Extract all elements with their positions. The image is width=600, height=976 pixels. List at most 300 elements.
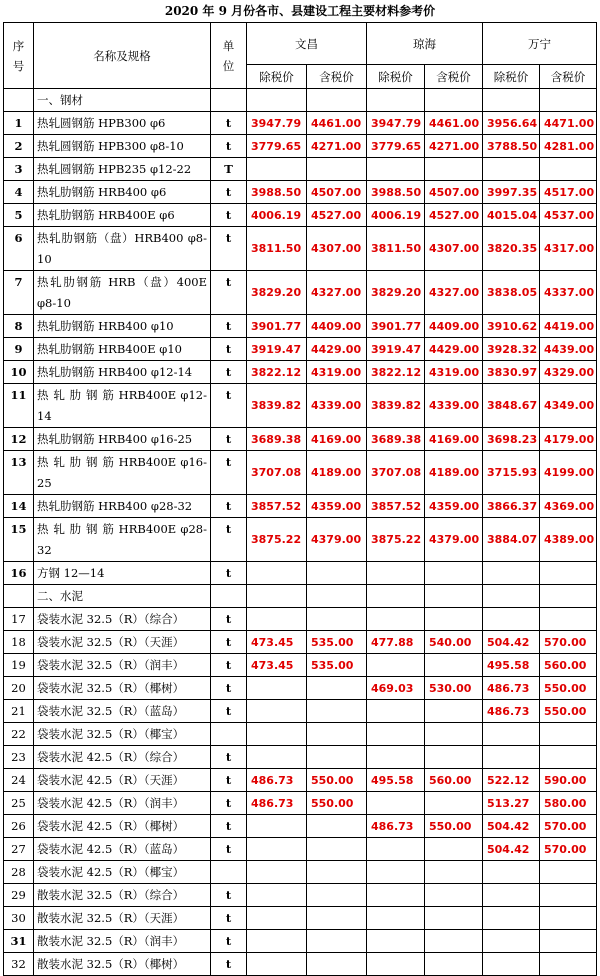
unit-cell: t bbox=[211, 907, 247, 930]
price-in-tax bbox=[425, 861, 483, 884]
table-row bbox=[4, 838, 597, 861]
price-ex-tax bbox=[483, 861, 540, 884]
price-ex-tax: 3988.50 bbox=[247, 181, 307, 204]
price-in-tax: 540.00 bbox=[425, 631, 483, 654]
price-in-tax bbox=[307, 861, 367, 884]
price-ex-tax: 3857.52 bbox=[367, 495, 425, 518]
price-ex-tax bbox=[367, 746, 425, 769]
price-in-tax: 4339.00 bbox=[307, 384, 367, 428]
unit-cell: t bbox=[211, 608, 247, 631]
price-in-tax: 4189.00 bbox=[425, 451, 483, 495]
price-in-tax: 4517.00 bbox=[540, 181, 597, 204]
price-ex-tax bbox=[247, 815, 307, 838]
seq-cell: 13 bbox=[4, 451, 34, 495]
seq-cell: 2 bbox=[4, 135, 34, 158]
price-in-tax bbox=[307, 746, 367, 769]
price-in-tax bbox=[425, 838, 483, 861]
price-in-tax: 4189.00 bbox=[307, 451, 367, 495]
price-ex-tax: 3689.38 bbox=[367, 428, 425, 451]
price-in-tax bbox=[540, 907, 597, 930]
section-label: 一、钢材 bbox=[34, 89, 211, 112]
material-name: 热轧肋钢筋 HRB（盘）400E φ8-10 bbox=[34, 271, 211, 315]
price-in-tax: 4359.00 bbox=[425, 495, 483, 518]
price-in-tax bbox=[307, 158, 367, 181]
unit-cell: t bbox=[211, 181, 247, 204]
unit-cell: t bbox=[211, 700, 247, 723]
price-in-tax: 4337.00 bbox=[540, 271, 597, 315]
empty-cell bbox=[425, 89, 483, 112]
table-body bbox=[4, 89, 597, 976]
price-ex-tax: 4015.04 bbox=[483, 204, 540, 227]
price-in-tax bbox=[307, 562, 367, 585]
empty-cell bbox=[307, 585, 367, 608]
header-ex-tax: 除税价 bbox=[247, 65, 307, 89]
material-name: 袋装水泥 32.5（R）（椰宝） bbox=[34, 723, 211, 746]
table-row bbox=[4, 723, 597, 746]
table-row bbox=[4, 861, 597, 884]
price-in-tax: 4461.00 bbox=[307, 112, 367, 135]
price-in-tax: 560.00 bbox=[540, 654, 597, 677]
price-ex-tax: 473.45 bbox=[247, 654, 307, 677]
seq-cell: 7 bbox=[4, 271, 34, 315]
seq-cell: 21 bbox=[4, 700, 34, 723]
price-ex-tax bbox=[483, 746, 540, 769]
price-ex-tax: 3839.82 bbox=[367, 384, 425, 428]
price-in-tax: 4307.00 bbox=[307, 227, 367, 271]
price-ex-tax bbox=[367, 608, 425, 631]
price-ex-tax bbox=[247, 677, 307, 700]
price-in-tax: 4527.00 bbox=[425, 204, 483, 227]
material-name: 袋装水泥 32.5（R）（综合） bbox=[34, 608, 211, 631]
seq-cell: 16 bbox=[4, 562, 34, 585]
seq-cell: 20 bbox=[4, 677, 34, 700]
price-ex-tax: 3866.37 bbox=[483, 495, 540, 518]
seq-cell: 5 bbox=[4, 204, 34, 227]
price-in-tax: 4419.00 bbox=[540, 315, 597, 338]
unit-cell: t bbox=[211, 361, 247, 384]
unit-cell: t bbox=[211, 631, 247, 654]
price-ex-tax bbox=[247, 608, 307, 631]
price-ex-tax bbox=[247, 884, 307, 907]
unit-cell: t bbox=[211, 792, 247, 815]
price-in-tax: 550.00 bbox=[540, 677, 597, 700]
unit-cell: t bbox=[211, 271, 247, 315]
price-ex-tax: 3822.12 bbox=[367, 361, 425, 384]
price-ex-tax: 4006.19 bbox=[247, 204, 307, 227]
table-row bbox=[4, 495, 597, 518]
table-row bbox=[4, 792, 597, 815]
price-in-tax bbox=[540, 861, 597, 884]
price-in-tax: 4439.00 bbox=[540, 338, 597, 361]
material-name: 散装水泥 32.5（R）（润丰） bbox=[34, 930, 211, 953]
unit-cell: t bbox=[211, 746, 247, 769]
header-seq: 序号 bbox=[4, 23, 34, 89]
section-row bbox=[4, 585, 597, 608]
price-ex-tax bbox=[367, 700, 425, 723]
material-name: 热 轧 肋 钢 筋 HRB400E φ12-14 bbox=[34, 384, 211, 428]
price-ex-tax: 3901.77 bbox=[367, 315, 425, 338]
price-ex-tax: 3715.93 bbox=[483, 451, 540, 495]
price-ex-tax bbox=[367, 861, 425, 884]
price-in-tax: 535.00 bbox=[307, 631, 367, 654]
price-in-tax: 4307.00 bbox=[425, 227, 483, 271]
table-row bbox=[4, 181, 597, 204]
price-in-tax: 4429.00 bbox=[307, 338, 367, 361]
price-ex-tax bbox=[483, 723, 540, 746]
price-ex-tax: 469.03 bbox=[367, 677, 425, 700]
price-ex-tax: 504.42 bbox=[483, 815, 540, 838]
price-in-tax: 4507.00 bbox=[425, 181, 483, 204]
price-ex-tax: 3997.35 bbox=[483, 181, 540, 204]
price-table bbox=[3, 22, 597, 976]
price-ex-tax: 3947.79 bbox=[367, 112, 425, 135]
price-ex-tax: 3707.08 bbox=[247, 451, 307, 495]
empty-cell bbox=[483, 89, 540, 112]
header-name: 名称及规格 bbox=[34, 23, 211, 89]
material-name: 袋装水泥 42.5（R）（椰宝） bbox=[34, 861, 211, 884]
price-ex-tax: 3919.47 bbox=[247, 338, 307, 361]
price-ex-tax: 3875.22 bbox=[247, 518, 307, 562]
price-in-tax bbox=[307, 677, 367, 700]
price-in-tax bbox=[425, 953, 483, 976]
table-row bbox=[4, 953, 597, 976]
price-ex-tax: 3830.97 bbox=[483, 361, 540, 384]
price-ex-tax: 3788.50 bbox=[483, 135, 540, 158]
price-in-tax: 4169.00 bbox=[425, 428, 483, 451]
price-ex-tax bbox=[483, 953, 540, 976]
header-city-wenchang: 文昌 bbox=[247, 23, 367, 65]
price-ex-tax: 3857.52 bbox=[247, 495, 307, 518]
page-title: 2020 年 9 月份各市、县建设工程主要材料参考价 bbox=[164, 4, 436, 18]
unit-cell: t bbox=[211, 769, 247, 792]
material-name: 袋装水泥 42.5（R）（天涯） bbox=[34, 769, 211, 792]
material-name: 热轧圆钢筋 HPB300 φ8-10 bbox=[34, 135, 211, 158]
seq-cell: 10 bbox=[4, 361, 34, 384]
price-ex-tax: 3947.79 bbox=[247, 112, 307, 135]
price-ex-tax bbox=[483, 907, 540, 930]
empty-cell bbox=[307, 89, 367, 112]
price-in-tax: 550.00 bbox=[307, 769, 367, 792]
price-ex-tax bbox=[247, 700, 307, 723]
seq-cell: 25 bbox=[4, 792, 34, 815]
table-row bbox=[4, 112, 597, 135]
empty-cell bbox=[540, 585, 597, 608]
price-in-tax bbox=[307, 953, 367, 976]
seq-cell: 4 bbox=[4, 181, 34, 204]
header-ex-tax: 除税价 bbox=[367, 65, 425, 89]
table-row bbox=[4, 746, 597, 769]
price-in-tax bbox=[425, 907, 483, 930]
unit-cell: t bbox=[211, 135, 247, 158]
price-in-tax bbox=[540, 562, 597, 585]
table-row bbox=[4, 338, 597, 361]
material-name: 热轧肋钢筋 HRB400 φ16-25 bbox=[34, 428, 211, 451]
price-ex-tax bbox=[247, 861, 307, 884]
price-ex-tax bbox=[367, 723, 425, 746]
price-ex-tax: 3956.64 bbox=[483, 112, 540, 135]
unit-cell: T bbox=[211, 158, 247, 181]
table-row bbox=[4, 884, 597, 907]
material-name: 散装水泥 32.5（R）（天涯） bbox=[34, 907, 211, 930]
price-ex-tax: 477.88 bbox=[367, 631, 425, 654]
price-ex-tax: 3884.07 bbox=[483, 518, 540, 562]
empty-cell bbox=[247, 585, 307, 608]
price-ex-tax: 3779.65 bbox=[367, 135, 425, 158]
price-ex-tax: 3779.65 bbox=[247, 135, 307, 158]
price-ex-tax bbox=[367, 838, 425, 861]
price-in-tax: 4359.00 bbox=[307, 495, 367, 518]
price-in-tax: 4327.00 bbox=[425, 271, 483, 315]
price-ex-tax bbox=[247, 953, 307, 976]
table-row bbox=[4, 562, 597, 585]
unit-cell bbox=[211, 723, 247, 746]
price-in-tax bbox=[425, 608, 483, 631]
material-name: 热轧肋钢筋 HRB400 φ12-14 bbox=[34, 361, 211, 384]
seq-cell bbox=[4, 585, 34, 608]
seq-cell: 32 bbox=[4, 953, 34, 976]
price-ex-tax: 3822.12 bbox=[247, 361, 307, 384]
price-ex-tax: 473.45 bbox=[247, 631, 307, 654]
price-ex-tax: 3910.62 bbox=[483, 315, 540, 338]
price-in-tax bbox=[540, 884, 597, 907]
price-ex-tax: 3689.38 bbox=[247, 428, 307, 451]
price-ex-tax: 513.27 bbox=[483, 792, 540, 815]
price-in-tax bbox=[425, 654, 483, 677]
price-ex-tax bbox=[247, 562, 307, 585]
unit-cell: t bbox=[211, 315, 247, 338]
price-ex-tax bbox=[367, 654, 425, 677]
price-in-tax: 535.00 bbox=[307, 654, 367, 677]
table-row bbox=[4, 608, 597, 631]
table-row bbox=[4, 451, 597, 495]
price-ex-tax: 486.73 bbox=[483, 677, 540, 700]
price-in-tax bbox=[307, 608, 367, 631]
empty-cell bbox=[483, 585, 540, 608]
material-name: 袋装水泥 32.5（R）（天涯） bbox=[34, 631, 211, 654]
price-in-tax: 550.00 bbox=[307, 792, 367, 815]
table-row bbox=[4, 518, 597, 562]
price-ex-tax bbox=[483, 158, 540, 181]
price-in-tax bbox=[540, 608, 597, 631]
empty-cell bbox=[247, 89, 307, 112]
price-in-tax: 4409.00 bbox=[425, 315, 483, 338]
price-ex-tax: 3839.82 bbox=[247, 384, 307, 428]
unit-cell: t bbox=[211, 451, 247, 495]
unit-cell: t bbox=[211, 654, 247, 677]
unit-cell: t bbox=[211, 884, 247, 907]
empty-cell bbox=[540, 89, 597, 112]
price-ex-tax bbox=[247, 158, 307, 181]
price-in-tax: 4429.00 bbox=[425, 338, 483, 361]
seq-cell: 11 bbox=[4, 384, 34, 428]
material-name: 热轧肋钢筋 HRB400E φ6 bbox=[34, 204, 211, 227]
price-in-tax: 4199.00 bbox=[540, 451, 597, 495]
price-in-tax: 4379.00 bbox=[425, 518, 483, 562]
price-in-tax: 4369.00 bbox=[540, 495, 597, 518]
table-row bbox=[4, 815, 597, 838]
seq-cell: 6 bbox=[4, 227, 34, 271]
unit-cell: t bbox=[211, 112, 247, 135]
price-in-tax: 570.00 bbox=[540, 631, 597, 654]
header-in-tax: 含税价 bbox=[307, 65, 367, 89]
material-name: 热轧肋钢筋 HRB400 φ10 bbox=[34, 315, 211, 338]
table-row bbox=[4, 428, 597, 451]
price-ex-tax bbox=[367, 884, 425, 907]
table-row bbox=[4, 907, 597, 930]
table-row bbox=[4, 135, 597, 158]
price-in-tax: 4169.00 bbox=[307, 428, 367, 451]
unit-cell: t bbox=[211, 204, 247, 227]
material-name: 散装水泥 32.5（R）（椰树） bbox=[34, 953, 211, 976]
price-ex-tax: 486.73 bbox=[247, 792, 307, 815]
material-name: 袋装水泥 42.5（R）（润丰） bbox=[34, 792, 211, 815]
price-in-tax bbox=[540, 746, 597, 769]
unit-cell: t bbox=[211, 338, 247, 361]
empty-cell bbox=[211, 89, 247, 112]
price-in-tax bbox=[307, 838, 367, 861]
price-in-tax: 4471.00 bbox=[540, 112, 597, 135]
empty-cell bbox=[425, 585, 483, 608]
section-label: 二、水泥 bbox=[34, 585, 211, 608]
price-ex-tax: 3829.20 bbox=[247, 271, 307, 315]
material-name: 热轧肋钢筋 HRB400E φ10 bbox=[34, 338, 211, 361]
price-ex-tax bbox=[247, 838, 307, 861]
price-ex-tax bbox=[483, 930, 540, 953]
price-in-tax: 4271.00 bbox=[425, 135, 483, 158]
material-name: 热 轧 肋 钢 筋 HRB400E φ28-32 bbox=[34, 518, 211, 562]
unit-cell: t bbox=[211, 815, 247, 838]
price-ex-tax: 3901.77 bbox=[247, 315, 307, 338]
table-row bbox=[4, 204, 597, 227]
header-ex-tax: 除税价 bbox=[483, 65, 540, 89]
price-in-tax: 4507.00 bbox=[307, 181, 367, 204]
seq-cell: 29 bbox=[4, 884, 34, 907]
price-ex-tax bbox=[483, 884, 540, 907]
price-in-tax: 4317.00 bbox=[540, 227, 597, 271]
price-ex-tax: 3820.35 bbox=[483, 227, 540, 271]
seq-cell: 14 bbox=[4, 495, 34, 518]
price-in-tax bbox=[425, 746, 483, 769]
price-in-tax bbox=[307, 815, 367, 838]
table-row bbox=[4, 654, 597, 677]
price-ex-tax bbox=[247, 746, 307, 769]
unit-cell: t bbox=[211, 930, 247, 953]
price-ex-tax bbox=[367, 792, 425, 815]
table-row bbox=[4, 361, 597, 384]
price-ex-tax bbox=[367, 562, 425, 585]
price-in-tax bbox=[540, 930, 597, 953]
material-name: 袋装水泥 32.5（R）（椰树） bbox=[34, 677, 211, 700]
price-in-tax bbox=[540, 723, 597, 746]
price-in-tax: 550.00 bbox=[425, 815, 483, 838]
seq-cell: 22 bbox=[4, 723, 34, 746]
price-in-tax bbox=[425, 884, 483, 907]
price-ex-tax: 3811.50 bbox=[367, 227, 425, 271]
price-in-tax: 4389.00 bbox=[540, 518, 597, 562]
seq-cell: 30 bbox=[4, 907, 34, 930]
price-ex-tax: 486.73 bbox=[367, 815, 425, 838]
price-in-tax bbox=[307, 884, 367, 907]
seq-cell: 28 bbox=[4, 861, 34, 884]
price-in-tax bbox=[425, 158, 483, 181]
seq-cell bbox=[4, 89, 34, 112]
seq-cell: 19 bbox=[4, 654, 34, 677]
price-in-tax: 590.00 bbox=[540, 769, 597, 792]
seq-cell: 17 bbox=[4, 608, 34, 631]
unit-cell: t bbox=[211, 518, 247, 562]
price-ex-tax bbox=[367, 930, 425, 953]
price-ex-tax bbox=[247, 907, 307, 930]
unit-cell: t bbox=[211, 838, 247, 861]
price-ex-tax: 486.73 bbox=[247, 769, 307, 792]
seq-cell: 24 bbox=[4, 769, 34, 792]
price-ex-tax: 3988.50 bbox=[367, 181, 425, 204]
seq-cell: 27 bbox=[4, 838, 34, 861]
price-ex-tax: 504.42 bbox=[483, 838, 540, 861]
price-in-tax: 4329.00 bbox=[540, 361, 597, 384]
material-name: 袋装水泥 42.5（R）（蓝岛） bbox=[34, 838, 211, 861]
material-name: 热轧肋钢筋 HRB400 φ28-32 bbox=[34, 495, 211, 518]
material-name: 散装水泥 32.5（R）（综合） bbox=[34, 884, 211, 907]
price-ex-tax: 504.42 bbox=[483, 631, 540, 654]
price-in-tax bbox=[307, 723, 367, 746]
price-in-tax bbox=[307, 907, 367, 930]
header-city-wanning: 万宁 bbox=[483, 23, 597, 65]
unit-cell: t bbox=[211, 677, 247, 700]
header-in-tax: 含税价 bbox=[425, 65, 483, 89]
material-name: 热轧肋钢筋（盘）HRB400 φ8-10 bbox=[34, 227, 211, 271]
seq-cell: 12 bbox=[4, 428, 34, 451]
price-ex-tax: 3875.22 bbox=[367, 518, 425, 562]
unit-cell bbox=[211, 861, 247, 884]
material-name: 方钢 12—14 bbox=[34, 562, 211, 585]
price-ex-tax: 3838.05 bbox=[483, 271, 540, 315]
price-ex-tax: 486.73 bbox=[483, 700, 540, 723]
seq-cell: 9 bbox=[4, 338, 34, 361]
table-row bbox=[4, 930, 597, 953]
price-ex-tax: 3928.32 bbox=[483, 338, 540, 361]
seq-cell: 15 bbox=[4, 518, 34, 562]
price-ex-tax bbox=[247, 930, 307, 953]
price-in-tax: 4537.00 bbox=[540, 204, 597, 227]
empty-cell bbox=[367, 89, 425, 112]
material-name: 袋装水泥 32.5（R）（润丰） bbox=[34, 654, 211, 677]
price-ex-tax bbox=[483, 562, 540, 585]
seq-cell: 3 bbox=[4, 158, 34, 181]
material-name: 袋装水泥 42.5（R）（椰树） bbox=[34, 815, 211, 838]
price-in-tax: 580.00 bbox=[540, 792, 597, 815]
price-ex-tax bbox=[367, 158, 425, 181]
seq-cell: 1 bbox=[4, 112, 34, 135]
price-in-tax bbox=[307, 700, 367, 723]
unit-cell: t bbox=[211, 227, 247, 271]
price-in-tax: 560.00 bbox=[425, 769, 483, 792]
price-in-tax: 4271.00 bbox=[307, 135, 367, 158]
price-in-tax: 4349.00 bbox=[540, 384, 597, 428]
price-in-tax bbox=[540, 158, 597, 181]
section-row bbox=[4, 89, 597, 112]
price-ex-tax bbox=[367, 953, 425, 976]
price-ex-tax: 4006.19 bbox=[367, 204, 425, 227]
table-row bbox=[4, 769, 597, 792]
price-ex-tax: 495.58 bbox=[367, 769, 425, 792]
unit-cell: t bbox=[211, 953, 247, 976]
price-in-tax: 4527.00 bbox=[307, 204, 367, 227]
table-row bbox=[4, 158, 597, 181]
seq-cell: 8 bbox=[4, 315, 34, 338]
material-name: 袋装水泥 42.5（R）（综合） bbox=[34, 746, 211, 769]
price-in-tax: 4281.00 bbox=[540, 135, 597, 158]
